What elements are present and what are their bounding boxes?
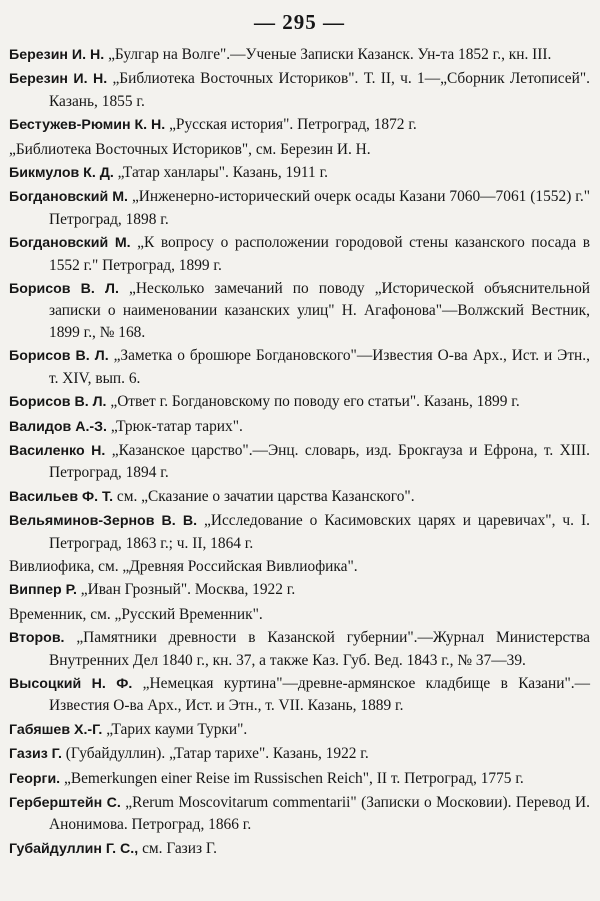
- entry-text: „Исследование о Касимовских царях и царевичах", ч. I. Петроград, 1863 г.; ч. II, 1864 г.: [49, 512, 590, 552]
- bibliography-list: [9, 44, 590, 860]
- bibliography-entry: [9, 486, 590, 508]
- bibliography-entry: [9, 139, 590, 160]
- entry-author: Борисов В. Л.: [9, 394, 107, 411]
- entry-author: Губайдуллин Г. С.,: [9, 840, 139, 857]
- bibliography-entry: [9, 510, 590, 554]
- entry-text: „Несколько замечаний по поводу „Исторической объяснительной записки о наименовании казанских улиц" Н. Агафонова"—Волжский Вестник, 1899 г., № 168.: [49, 280, 591, 341]
- entry-text: „Bemerkungen einer Reise im Russischen Reich", II т. Петроград, 1775 г.: [63, 769, 524, 787]
- bibliography-entry: [9, 232, 590, 276]
- entry-author: Богдановский М.: [9, 189, 128, 206]
- entry-author: Березин И. Н.: [9, 47, 105, 63]
- entry-author: Герберштейн С.: [9, 795, 121, 811]
- entry-text: см. Газиз Г.: [142, 839, 217, 857]
- bibliography-entry: [9, 278, 590, 343]
- entry-author: Василенко Н.: [9, 442, 106, 459]
- entry-text: „Русская история". Петроград, 1872 г.: [169, 116, 417, 134]
- bibliography-entry: [9, 44, 590, 66]
- bibliography-entry: [9, 604, 590, 625]
- entry-text: „Библиотека Восточных Историков", см. Березин И. Н.: [9, 140, 371, 158]
- entry-author: Вельяминов-Зернов В. В.: [9, 513, 198, 530]
- bibliography-entry: [9, 556, 590, 577]
- entry-author: Бестужев-Рюмин К. Н.: [9, 117, 166, 134]
- entry-text: „Памятники древности в Казанской губернии".—Журнал Министерства Внутренних Дел 1840 г., кн. 37, а также Каз. Губ. Вед. 1843 г., № 37—39.: [49, 629, 590, 669]
- entry-author: Второв.: [9, 630, 65, 647]
- entry-text: Временник, см. „Русский Временник".: [9, 605, 263, 623]
- entry-text: „Немецкая куртина"—древне-армянское кладбище в Казани".—Известия О-ва Арх., Ист. и Этн., т. VII. Казань, 1889 г.: [49, 674, 590, 715]
- entry-text: „Инженерно-исторический очерк осады Казани 7060—7061 (1552) г." Петроград, 1898 г.: [49, 188, 590, 228]
- entry-author: Газиз Г.: [9, 746, 62, 763]
- bibliography-entry: [9, 627, 590, 671]
- bibliography-entry: [9, 792, 590, 836]
- bibliography-entry: [9, 673, 590, 717]
- entry-text: „Казанское царство".—Энц. словарь, изд. Брокгауза и Ефрона, т. XIII. Петроград, 1894 г.: [49, 441, 591, 482]
- bibliography-entry: [9, 719, 590, 741]
- entry-text: „Трюк-татар тарих".: [110, 417, 243, 435]
- bibliography-entry: [9, 391, 590, 413]
- bibliography-entry: [9, 416, 590, 438]
- entry-author: Борисов В. Л.: [9, 348, 109, 365]
- bibliography-entry: [9, 68, 590, 112]
- entry-author: Борисов В. Л.: [9, 281, 119, 298]
- bibliography-entry: [9, 114, 590, 136]
- entry-author: Бикмулов К. Д.: [9, 165, 114, 182]
- entry-text: „Иван Грозный". Москва, 1922 г.: [80, 581, 296, 599]
- bibliography-entry: [9, 440, 590, 484]
- bibliography-entry: [9, 838, 590, 860]
- entry-author: Березин И. Н.: [9, 71, 108, 88]
- entry-text: „Rerum Moscovitarum commentarii" (Записки о Московии). Перевод И. Анонимова. Петроград, 1866 г.: [49, 794, 590, 834]
- bibliography-entry: [9, 345, 590, 389]
- entry-text: „Заметка о брошюре Богдановского"—Известия О-ва Арх., Ист. и Этн., т. XIV, вып. 6.: [49, 347, 590, 387]
- entry-text: „Татар ханлары". Казань, 1911 г.: [117, 164, 328, 182]
- page-number: — 295 —: [254, 10, 345, 34]
- bibliography-entry: [9, 743, 590, 765]
- entry-author: Богдановский М.: [9, 235, 131, 252]
- entry-author: Георги.: [9, 770, 61, 787]
- entry-text: „Библиотека Восточных Историков". Т. II, ч. 1—„Сборник Летописей". Казань, 1855 г.: [49, 70, 590, 110]
- bibliography-entry: [9, 162, 590, 184]
- bibliography-entry: [9, 579, 590, 601]
- entry-author: Васильев Ф. Т.: [9, 488, 114, 505]
- bibliography-entry: [9, 186, 590, 230]
- entry-author: Валидов А.-З.: [9, 418, 107, 435]
- entry-text: „Булгар на Волге".—Ученые Записки Казанск. Ун-та 1852 г., кн. III.: [108, 46, 552, 63]
- entry-author: Габяшев Х.-Г.: [9, 721, 103, 738]
- entry-text: (Губайдуллин). „Татар тарихе". Казань, 1922 г.: [65, 745, 369, 763]
- entry-text: „Тарих кауми Турки".: [106, 720, 248, 738]
- bibliography-entry: [9, 768, 590, 790]
- entry-author: Виппер Р.: [9, 582, 77, 599]
- entry-text: „Ответ г. Богдановскому по поводу его статьи". Казань, 1899 г.: [110, 393, 520, 411]
- entry-text: см. „Сказание о зачатии царства Казанского".: [116, 487, 415, 505]
- entry-text: „К вопросу о расположении городовой стены казанского посада в 1552 г." Петроград, 1899 г.: [49, 234, 590, 274]
- entry-author: Высоцкий Н. Ф.: [9, 675, 133, 692]
- entry-text: Вивлиофика, см. „Древняя Российская Вивлиофика".: [9, 557, 358, 575]
